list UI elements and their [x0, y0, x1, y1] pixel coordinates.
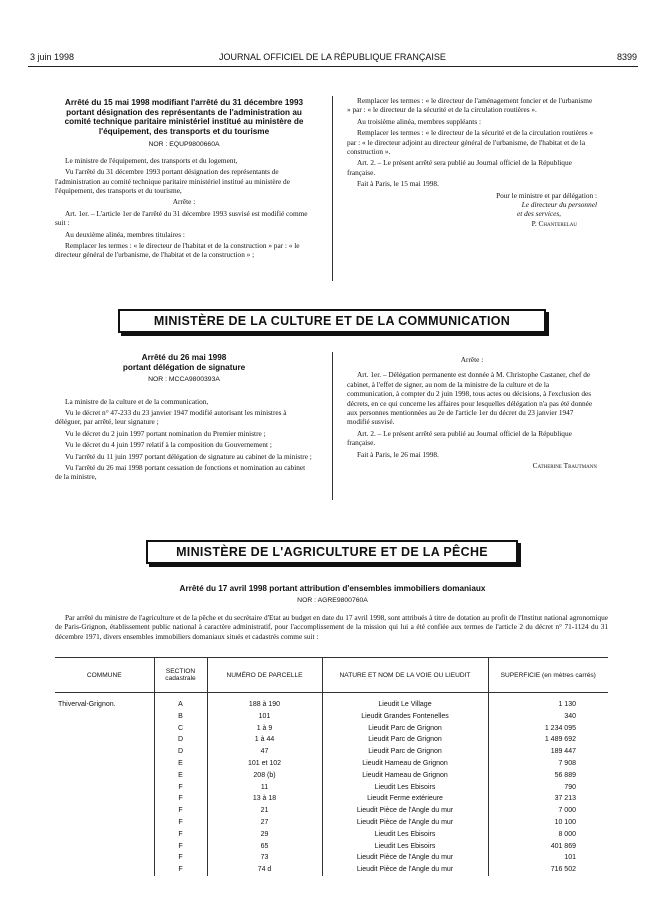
- cell-section: E: [154, 770, 207, 782]
- cell-parcelle: 1 à 44: [207, 734, 322, 746]
- cell-commune: [55, 746, 154, 758]
- cell-commune: Thiverval-Grignon.: [55, 693, 154, 711]
- section2-arrete: Arrête :: [460, 355, 484, 364]
- table-row: [55, 734, 608, 746]
- section3-nor: NOR : AGRE9800760A: [297, 597, 368, 604]
- header-journal-title: JOURNAL OFFICIEL DE LA RÉPUBLIQUE FRANÇAISE: [219, 52, 446, 62]
- cell-parcelle: 101: [207, 711, 322, 723]
- parcel-table: [55, 658, 608, 876]
- table-row: [55, 723, 608, 735]
- cell-commune: [55, 770, 154, 782]
- table-row: [55, 829, 608, 841]
- cell-superficie: 189 447: [550, 748, 576, 756]
- section2-left-column: [55, 353, 313, 484]
- cell-commune: [55, 817, 154, 829]
- cell-superficie: 10 100: [554, 818, 576, 826]
- signature-line: Pour le ministre et par délégation :: [496, 190, 597, 200]
- table-row: [55, 841, 608, 853]
- header-page-number: 8399: [616, 52, 637, 62]
- header-rule: [28, 66, 638, 67]
- section2-para: Vu le décret du 2 juin 1997 portant nomination du Premier ministre ;: [65, 428, 266, 438]
- cell-nature: Lieudit Les Ebisoirs: [322, 829, 488, 841]
- section2-para: La ministre de la culture et de la communication,: [65, 396, 209, 406]
- cell-superficie: 7 908: [558, 759, 576, 767]
- section1-para: Vu l'arrêté du 31 décembre 1993 portant désignation des représentants de l'administration au comité technique paritaire ministériel institué au ministère de l'équipement, des transports et du tourisme,: [55, 167, 290, 195]
- cell-superficie: 1 130: [558, 701, 576, 708]
- cell-nature: Lieudit Les Ebisoirs: [322, 841, 488, 853]
- cell-nature: Lieudit Hameau de Grignon: [322, 770, 488, 782]
- table-row: [55, 758, 608, 770]
- section2-para: Vu l'arrêté du 11 juin 1997 portant délégation de signature au cabinet de la ministre ;: [65, 451, 312, 461]
- section2-signature: Catherine Trautmann: [532, 461, 597, 471]
- signature-line: et des services,: [517, 209, 561, 219]
- cell-parcelle: 188 à 190: [207, 693, 322, 711]
- cell-nature: Lieudit Pièce de l'Angle du mur: [322, 852, 488, 864]
- table-row: [55, 805, 608, 817]
- cell-nature: Lieudit Parc de Grignon: [322, 723, 488, 735]
- parcel-table-wrapper: [55, 657, 608, 901]
- ministry-agriculture-banner: MINISTÈRE DE L'AGRICULTURE ET DE LA PÊCHE: [146, 540, 518, 564]
- cell-section: D: [154, 734, 207, 746]
- cell-superficie: 8 000: [558, 830, 576, 838]
- cell-section: F: [154, 829, 207, 841]
- cell-commune: [55, 864, 154, 876]
- column-divider: [332, 96, 333, 281]
- section2-title-2: portant délégation de signature: [122, 362, 246, 372]
- cell-section: C: [154, 723, 207, 735]
- column-header-superficie: SUPERFICIE (en mètres carrés): [488, 658, 608, 693]
- section1-para: Remplacer les termes : « le directeur de la sécurité et de la circulation routières » par : « le directeur adjoint au directeur général de l'urbanisme, de l'habitat et de la construction ».: [347, 128, 594, 157]
- cell-commune: [55, 723, 154, 735]
- section1-fait: Fait à Paris, le 15 mai 1998.: [357, 179, 439, 189]
- cell-nature: Lieudit Pièce de l'Angle du mur: [322, 805, 488, 817]
- cell-parcelle: 47: [207, 746, 322, 758]
- table-row: [55, 782, 608, 794]
- section3-title: Arrêté du 17 avril 1998 portant attribution d'ensembles immobiliers domaniaux: [179, 584, 486, 593]
- section1-left-column: [55, 98, 313, 262]
- cell-section: F: [154, 817, 207, 829]
- table-row: [55, 864, 608, 876]
- cell-commune: [55, 782, 154, 794]
- column-header-commune: COMMUNE: [55, 658, 154, 693]
- table-row: [55, 746, 608, 758]
- cell-commune: [55, 793, 154, 805]
- cell-section: A: [154, 693, 207, 711]
- cell-parcelle: 21: [207, 805, 322, 817]
- cell-superficie: 1 234 095: [544, 724, 576, 732]
- cell-parcelle: 101 et 102: [207, 758, 322, 770]
- cell-superficie: 790: [564, 783, 576, 791]
- cell-superficie: 1 489 692: [544, 736, 576, 744]
- cell-nature: Lieudit Pièce de l'Angle du mur: [322, 864, 488, 876]
- cell-parcelle: 74 d: [207, 864, 322, 876]
- section1-right-column: [347, 96, 597, 228]
- cell-nature: Lieudit Le Village: [322, 693, 488, 711]
- column-header-section: SECTION cadastrale: [154, 658, 207, 693]
- section2-nor: NOR : MCCA9800393A: [148, 376, 220, 384]
- section1-signature: [347, 191, 597, 229]
- cell-section: F: [154, 864, 207, 876]
- cell-commune: [55, 805, 154, 817]
- cell-superficie: 7 000: [558, 807, 576, 815]
- section1-para: Au deuxième alinéa, membres titulaires :: [65, 229, 185, 239]
- table-row: [55, 693, 608, 711]
- cell-commune: [55, 758, 154, 770]
- cell-nature: Lieudit Pièce de l'Angle du mur: [322, 817, 488, 829]
- cell-nature: Lieudit Les Ebisoirs: [322, 782, 488, 794]
- cell-section: F: [154, 793, 207, 805]
- cell-parcelle: 29: [207, 829, 322, 841]
- section1-article2: Art. 2. – Le présent arrêté sera publié au Journal officiel de la République française.: [347, 158, 572, 177]
- section1-article1: Art. 1er. – L'article 1er de l'arrêté du 31 décembre 1993 susvisé est modifié comme suit :: [55, 208, 308, 228]
- section2-article2: Art. 2. – Le présent arrêté sera publié au Journal officiel de la République française.: [347, 428, 572, 448]
- cell-superficie: 340: [564, 712, 576, 720]
- cell-commune: [55, 711, 154, 723]
- table-row: [55, 852, 608, 864]
- table-row: [55, 817, 608, 829]
- cell-superficie: 401 869: [550, 842, 576, 850]
- section3-intro: [55, 613, 608, 643]
- section2-right-column: [347, 355, 597, 470]
- column-header-nature: NATURE ET NOM DE LA VOIE OU LIEUDIT: [322, 658, 488, 693]
- cell-superficie: 716 502: [550, 866, 576, 874]
- section1-para: Le ministre de l'équipement, des transports et du logement,: [65, 155, 238, 165]
- cell-parcelle: 1 à 9: [207, 723, 322, 735]
- table-row: [55, 770, 608, 782]
- table-row: [55, 793, 608, 805]
- section1-nor: NOR : EQUP9800660A: [148, 141, 220, 149]
- section2-fait: Fait à Paris, le 26 mai 1998.: [357, 449, 439, 459]
- cell-section: F: [154, 841, 207, 853]
- section2-title: Arrêté du 26 mai 1998: [141, 353, 227, 362]
- cell-section: F: [154, 852, 207, 864]
- cell-superficie: 56 889: [554, 771, 576, 779]
- column-header-parcelle: NUMÉRO DE PARCELLE: [207, 658, 322, 693]
- cell-section: D: [154, 746, 207, 758]
- table-body: [55, 693, 608, 876]
- section1-arrete: Arrête :: [172, 197, 196, 207]
- cell-commune: [55, 734, 154, 746]
- section2-para: Vu l'arrêté du 26 mai 1998 portant cessation de fonctions et nomination au cabinet de la ministre,: [55, 463, 306, 482]
- cell-parcelle: 65: [207, 841, 322, 853]
- section3-intro-text: Par arrêté du ministre de l'agriculture et de la pêche et du secrétaire d'Etat au budget en date du 17 avril 1998, sont attribués à titre de dotation au profit de l'Institut national agronomique de Paris-Grignon, établissement public national à caractère administratif, pour l'accomplissement de la mission qui lui a été confiée aux termes de l'article 2 du décret n° 71-1124 du 31 décembre 1971, divers ensembles immobiliers domaniaux situés et cadastrés comme suit :: [55, 613, 608, 641]
- ministry-culture-banner: MINISTÈRE DE LA CULTURE ET DE LA COMMUNICATION: [118, 309, 546, 333]
- cell-superficie: 101: [564, 854, 576, 862]
- cell-nature: Lieudit Grandes Fontenelles: [322, 711, 488, 723]
- cell-parcelle: 27: [207, 817, 322, 829]
- cell-nature: Lieudit Ferme extérieure: [322, 793, 488, 805]
- cell-nature: Lieudit Parc de Grignon: [322, 746, 488, 758]
- cell-section: F: [154, 782, 207, 794]
- section2-para: Vu le décret n° 47-233 du 23 janvier 1947 modifié autorisant les ministres à déléguer, par arrêté, leur signature ;: [55, 408, 287, 427]
- header-date: 3 juin 1998: [30, 52, 75, 62]
- cell-commune: [55, 829, 154, 841]
- cell-parcelle: 13 à 18: [207, 793, 322, 805]
- cell-nature: Lieudit Parc de Grignon: [322, 734, 488, 746]
- cell-section: E: [154, 758, 207, 770]
- section1-para: Remplacer les termes : « le directeur de l'aménagement foncier et de l'urbanisme » par : « le directeur de la sécurité et de la circulation routières ».: [347, 96, 593, 115]
- signature-line: Le directeur du personnel: [521, 200, 597, 210]
- cell-parcelle: 11: [207, 782, 322, 794]
- signature-name: P. Chanterelau: [531, 218, 577, 228]
- cell-superficie: 37 213: [554, 795, 576, 803]
- table-row: [55, 711, 608, 723]
- cell-parcelle: 208 (b): [207, 770, 322, 782]
- cell-section: F: [154, 805, 207, 817]
- column-divider: [332, 352, 333, 500]
- section1-title: Arrêté du 15 mai 1998 modifiant l'arrêté du 31 décembre 1993 portant désignation des représentants de l'administration au comité technique paritaire ministériel institué au ministère de l'équipement, des transports et du tourisme: [64, 98, 304, 136]
- section1-para: Au troisième alinéa, membres suppléants :: [357, 116, 482, 126]
- cell-commune: [55, 841, 154, 853]
- cell-section: B: [154, 711, 207, 723]
- table-header-row: [55, 658, 608, 693]
- cell-parcelle: 73: [207, 852, 322, 864]
- cell-commune: [55, 852, 154, 864]
- cell-nature: Lieudit Hameau de Grignon: [322, 758, 488, 770]
- section1-para: Remplacer les termes : « le directeur de l'habitat et de la construction » par : « le directeur général de l'urbanisme, de l'habitat et de la construction » ;: [55, 241, 300, 260]
- section2-article1: Art. 1er. – Délégation permanente est donnée à M. Christophe Castaner, chef de cabinet, à l'effet de signer, au nom de la ministre de la culture et de la communication, à compter du 2 juin 1998, tous actes ou décisions, à l'exclusion des décrets, en ce qui concerne les affaires pour lesquelles délégation n'a pas été donnée aux personnes mentionnées au 2e de l'article 1er du décret du 23 janvier 1947 modifié susvisé.: [347, 370, 593, 427]
- section2-para: Vu le décret du 4 juin 1997 relatif à la composition du Gouvernement ;: [65, 440, 272, 450]
